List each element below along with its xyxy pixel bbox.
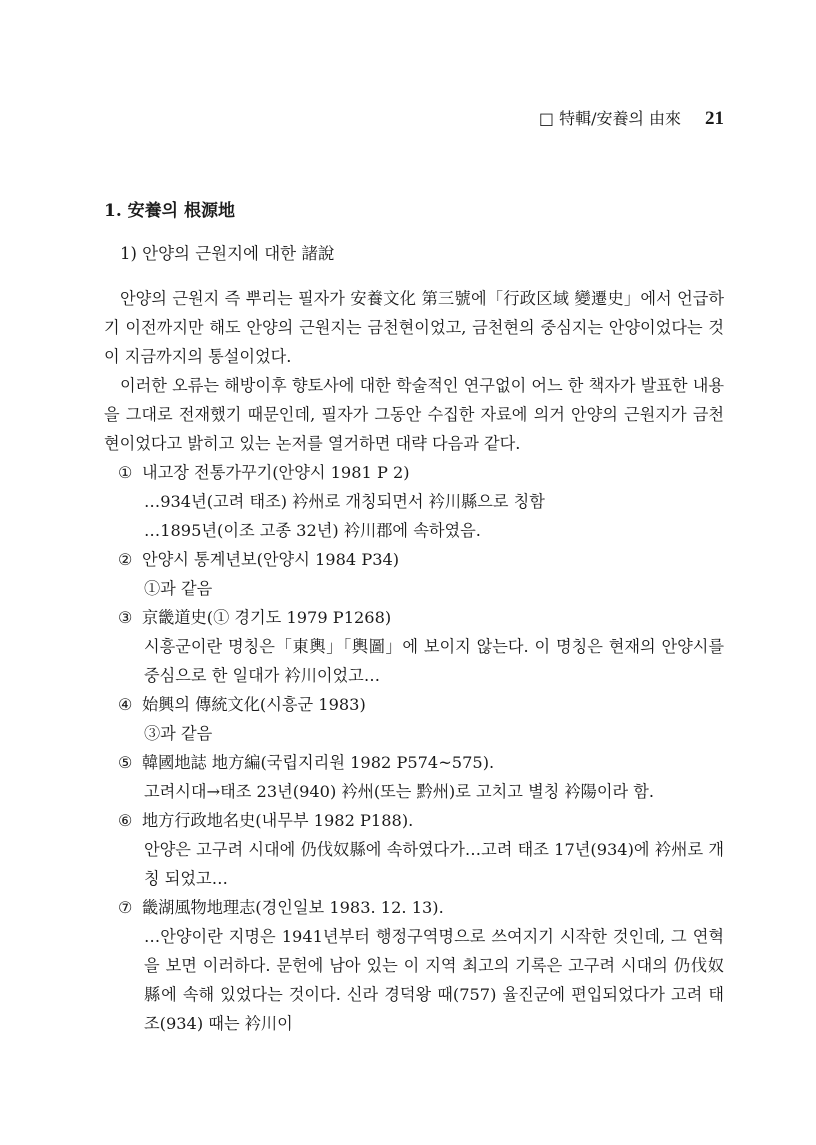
item-number: ⑥ xyxy=(118,811,133,830)
item-number: ④ xyxy=(118,695,133,714)
subsection-title: 1) 안양의 근원지에 대한 諸說 xyxy=(120,244,335,263)
item-title: 京畿道史(① 경기도 1979 P1268) xyxy=(142,608,392,627)
list-item xyxy=(118,806,724,893)
main-content xyxy=(104,196,724,1038)
item-number: ① xyxy=(118,463,133,482)
list-item xyxy=(118,748,724,806)
paragraph: 이러한 오류는 해방이후 향토사에 대한 학술적인 연구없이 어느 한 책자가 발표한 내용을 그대로 전재했기 때문인데, 필자가 그동안 수집한 자료에 의거 안양의 근원지가 금천현이었다고 밝히고 있는 논저를 열거하면 대략 다음과 같다. xyxy=(104,376,724,453)
item-number: ⑦ xyxy=(118,898,133,917)
section-title: 1. 安養의 根源地 xyxy=(104,201,236,221)
reference-list xyxy=(104,458,724,1038)
item-detail: 고려시대→태조 23년(940) 衿州(또는 黔州)로 고치고 별칭 衿陽이라 함. xyxy=(144,782,655,801)
item-detail: …1895년(이조 고종 32년) 衿川郡에 속하였음. xyxy=(144,521,481,540)
item-title: 畿湖風物地理志(경인일보 1983. 12. 13). xyxy=(142,898,444,917)
list-item xyxy=(118,458,724,545)
list-item xyxy=(118,690,724,748)
item-title: 始興의 傳統文化(시흥군 1983) xyxy=(142,695,366,714)
page-number: 21 xyxy=(705,108,724,129)
item-number: ⑤ xyxy=(118,753,133,772)
item-detail: …934년(고려 태조) 衿州로 개칭되면서 衿川縣으로 칭함 xyxy=(144,492,545,511)
item-title: 地方行政地名史(내무부 1982 P188). xyxy=(142,811,414,830)
item-number: ② xyxy=(118,550,133,569)
item-title: 안양시 통계년보(안양시 1984 P34) xyxy=(142,550,400,569)
item-detail: …안양이란 지명은 1941년부터 행정구역명으로 쓰여지기 시작한 것인데, 그 연혁을 보면 이러하다. 문헌에 남아 있는 이 지역 최고의 기록은 고구려 시대의 仍伐奴縣에 속해 있었다는 것이다. 신라 경덕왕 때(757) 율진군에 편입되었다가 고려 태조(934) 때는 衿川이 xyxy=(144,927,724,1033)
item-title: 韓國地誌 地方編(국립지리원 1982 P574~575). xyxy=(142,753,495,772)
item-number: ③ xyxy=(118,608,133,627)
running-header xyxy=(539,106,724,130)
item-detail: ①과 같음 xyxy=(144,579,213,598)
header-section-label: □ 特輯/安養의 由來 xyxy=(538,109,681,128)
list-item xyxy=(118,893,724,1038)
item-detail: ③과 같음 xyxy=(144,724,213,743)
item-detail: 시흥군이란 명칭은「東輿」「輿圖」에 보이지 않는다. 이 명칭은 현재의 안양시를 중심으로 한 일대가 衿川이었고… xyxy=(144,637,724,685)
list-item xyxy=(118,545,724,603)
list-item xyxy=(118,603,724,690)
item-detail: 안양은 고구려 시대에 仍伐奴縣에 속하였다가…고려 태조 17년(934)에 衿州로 개칭 되었고… xyxy=(144,840,724,888)
paragraph: 안양의 근원지 즉 뿌리는 필자가 安養文化 第三號에「行政区域 變遷史」에서 언급하기 이전까지만 해도 안양의 근원지는 금천현이었고, 금천현의 중심지는 안양이었다는 것이 지금까지의 통설이었다. xyxy=(104,289,724,366)
item-title: 내고장 전통가꾸기(안양시 1981 P 2) xyxy=(142,463,410,482)
